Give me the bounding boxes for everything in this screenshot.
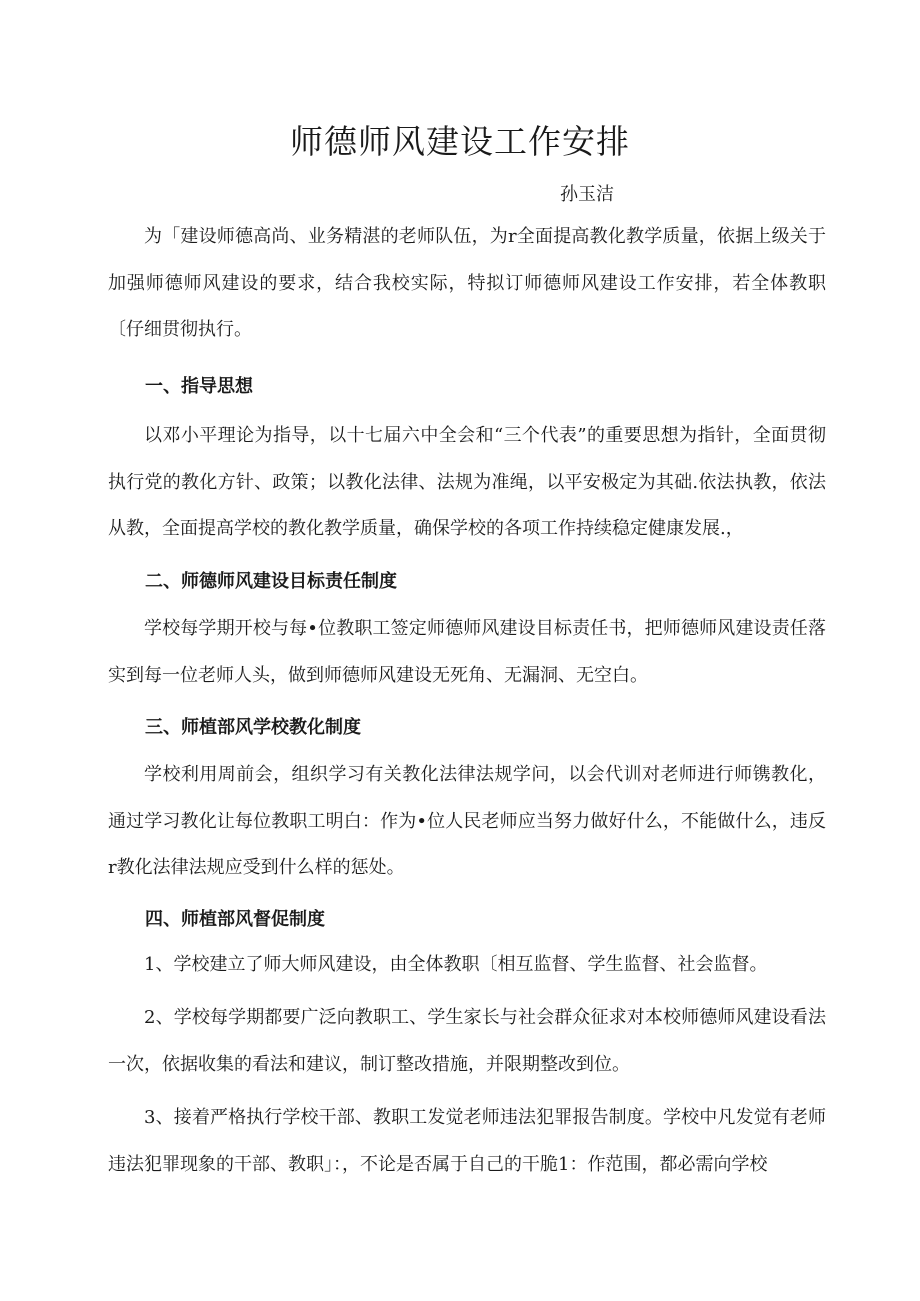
document-title: 师德师风建设工作安排 <box>290 122 630 161</box>
section-4-paragraph-3: 3、接着严格执行学校干部、教职工发觉老师违法犯罪报告制度。学校中凡发觉有老师违法犯罪现象的干部、教职」：，不论是否属于自己的干脆1：作范围，都必需向学校 <box>108 1107 826 1175</box>
section-heading-4: 四、师植部风督促制度 <box>145 909 325 930</box>
section-3-paragraph-1: 学校利用周前会，组织学习有关教化法律法规学问，以会代训对老师进行师镌教化，通过学习教化让每位教职工明白：作为•位人民老师应当努力做好什么，不能做什么，违反r教化法律法规应受到什么样的惩处。 <box>108 764 826 878</box>
section-4-paragraph-1: 1、学校建立了师大师风建设，由全体教职〔相互监督、学生监督、社会监督。 <box>144 954 768 975</box>
section-4-paragraph-2: 2、学校每学期都要广泛向教职工、学生家长与社会群众征求对本校师德师风建设看法一次，依据收集的看法和建议，制订整改措施，并限期整改到位。 <box>108 1007 826 1075</box>
section-heading-2: 二、师德师风建设目标责任制度 <box>145 571 397 592</box>
intro-paragraph: 为「建设师德高尚、业务精湛的老师队伍，为r全面提高教化教学质量，依据上级关于加强师德师风建设的要求，结合我校实际，特拟订师德师风建设工作安排，若全体教职〔仔细贯彻执行。 <box>108 226 826 340</box>
section-2-paragraph-1: 学校每学期开校与每•位教职工签定师德师风建设目标责任书，把师德师风建设责任落实到每一位老师人头，做到师德师风建设无死角、无漏洞、无空白。 <box>108 618 826 686</box>
section-heading-3: 三、师植部风学校教化制度 <box>145 717 361 738</box>
section-1-paragraph-1: 以邓小平理论为指导，以十七届六中全会和“三个代表”的重要思想为指针，全面贯彻执行党的教化方针、政策；以教化法律、法规为准绳，以平安极定为其础.依法执教，依法从教，全面提高学校的教化教学质量，确保学校的各项工作持续稳定健康发展.， <box>108 425 826 539</box>
section-heading-1: 一、指导思想 <box>145 376 253 397</box>
document-author: 孙玉洁 <box>560 184 614 205</box>
